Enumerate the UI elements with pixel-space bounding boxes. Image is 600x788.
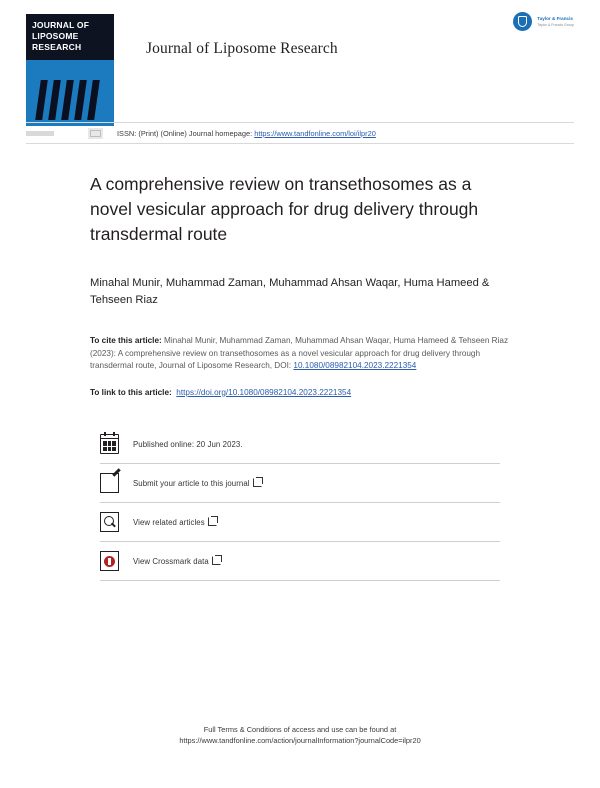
action-row-crossmark[interactable] [100,542,500,581]
submit-article-text: Submit your article to this journal [133,479,250,489]
footer-line-1: Full Terms & Conditions of access and use can be found at [203,725,397,734]
submit-article-icon [100,473,119,493]
external-link-icon [208,517,217,526]
article-title: A comprehensive review on transethosomes as a novel vesicular approach for drug delivery through transdermal route [90,174,479,244]
published-online-label: Published online: 20 Jun 2023. [133,439,243,449]
crossmark-icon [100,551,119,571]
submit-article-label[interactable] [133,478,262,488]
taylor-francis-logo [513,12,574,31]
related-articles-text: View related articles [133,518,205,528]
cover-stripes-graphic [36,74,106,120]
journal-thumbnail-icon [88,128,103,139]
link-label: To link to this article: [90,387,172,397]
action-list [90,425,510,581]
citation-block [90,335,510,373]
footer-line-2[interactable]: https://www.tandfonline.com/action/journalInformation?journalCode=ilpr20 [179,736,421,745]
action-row-related-articles[interactable] [100,503,500,542]
cover-title-text: JOURNAL OF LIPOSOME RESEARCH [32,20,90,52]
taylor-francis-mark-icon [513,12,532,31]
journal-homepage-link[interactable]: https://www.tandfonline.com/loi/ilpr20 [254,128,376,138]
journal-title: Journal of Liposome Research [146,40,338,57]
cite-label: To cite this article: [90,336,162,345]
action-row-published-online [100,425,500,464]
issn-text [117,129,376,138]
page-footer [0,724,600,746]
issn-color-swatch [26,131,54,136]
external-link-icon [212,556,221,565]
masthead [0,0,600,112]
article-block [0,172,600,581]
crossmark-text: View Crossmark data [133,557,209,567]
crossmark-label[interactable] [133,556,221,566]
journal-cover-thumbnail [26,14,114,126]
taylor-francis-logo-line2: Taylor & Francis Group [537,22,574,27]
taylor-francis-logo-text [537,16,574,28]
external-link-icon [253,478,262,487]
related-articles-icon [100,512,119,532]
issn-text-prefix: ISSN: (Print) (Online) Journal homepage: [117,128,255,138]
related-articles-label[interactable] [133,517,217,527]
article-authors: Minahal Munir, Muhammad Zaman, Muhammad Ahsan Waqar, Huma Hameed & Tehseen Riaz [90,277,490,306]
citation-text: Minahal Munir, Muhammad Zaman, Muhammad Ahsan Waqar, Huma Hameed & Tehseen Riaz (2023): A comprehensive review on transethosomes as a novel vesicular approach for drug delivery through transdermal route, Journal of Liposome Research, DOI: [90,336,509,371]
action-row-submit-article[interactable] [100,464,500,503]
doi-link[interactable]: 10.1080/08982104.2023.2221354 [293,361,417,371]
issn-bar [26,122,574,144]
taylor-francis-logo-line1: Taylor & Francis [537,15,573,21]
link-block [90,387,510,400]
cover-bottom-panel [26,60,114,126]
article-doi-url-link[interactable]: https://doi.org/10.1080/08982104.2023.2221354 [176,387,352,397]
calendar-icon [100,434,119,454]
